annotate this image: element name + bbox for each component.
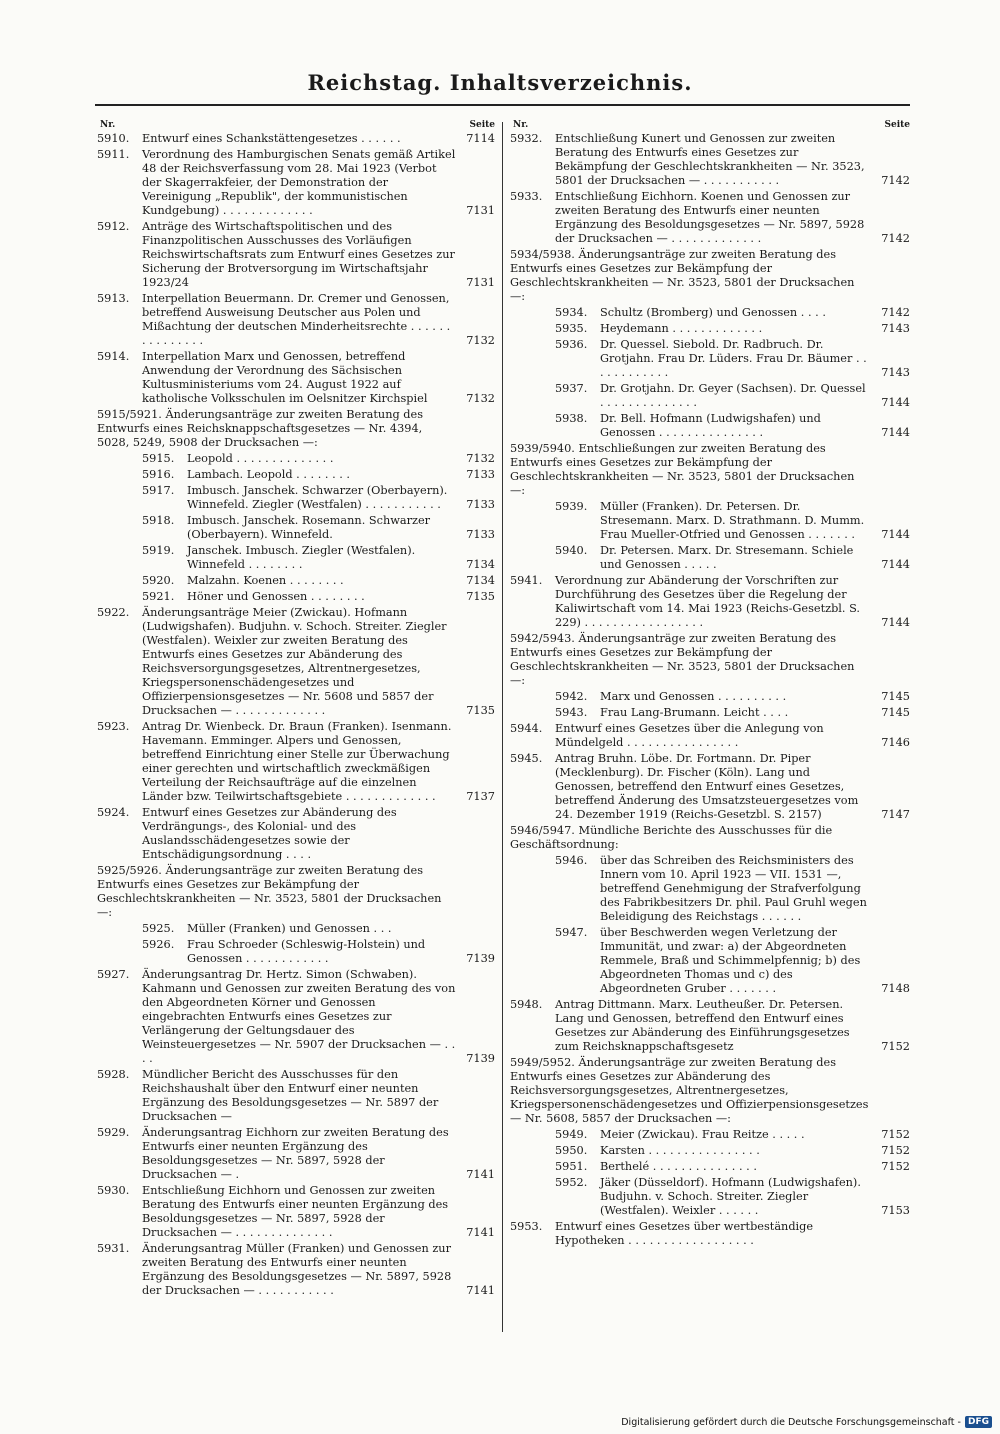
entry-number: 5940. <box>555 544 588 557</box>
toc-entry <box>97 514 495 542</box>
entry-number: 5944. <box>510 722 543 735</box>
seite-label: Seite <box>884 120 910 130</box>
entry-page: 7143 <box>881 366 910 379</box>
entry-text: Entschließung Eichhorn. Koenen und Genossen zur zweiten Beratung des Entwurfs einer neunten Ergänzung des Besoldungsgesetzes — Nr. 5897, 5928 der Drucksachen — . . . . . . . . . . . . . <box>555 190 865 245</box>
left-entry-list <box>97 132 495 1298</box>
entry-page: 7139 <box>466 1052 495 1065</box>
entry-text: Jäker (Düsseldorf). Hofmann (Ludwigshafen). Budjuhn. v. Schoch. Streiter. Ziegler (Westfalen). Weixler . . . . . . <box>600 1176 861 1217</box>
entry-text: Mündlicher Bericht des Ausschusses für den Reichshaushalt über den Entwurf einer neunten Ergänzung des Besoldungsgesetzes — Nr. 5897 der Drucksachen — <box>142 1068 439 1123</box>
entry-page: 7135 <box>466 590 495 603</box>
toc-entry <box>97 720 495 804</box>
left-column <box>97 118 495 1300</box>
entry-text: Höner und Genossen . . . . . . . . <box>187 590 365 603</box>
toc-entry <box>510 998 910 1054</box>
toc-entry <box>510 442 910 498</box>
entry-page: 7131 <box>466 204 495 217</box>
toc-entry <box>510 500 910 542</box>
entry-page: 7144 <box>881 558 910 571</box>
entry-text: Verordnung des Hamburgischen Senats gemäß Artikel 48 der Reichsverfassung vom 28. Mai 1923 (Verbot der Skagerrakfeier, der Demonstration der Vereinigung „Republik", der kommunistischen Kundgebung) . . . . . . . . . . . . . <box>142 148 456 217</box>
entry-text: Dr. Quessel. Siebold. Dr. Radbruch. Dr. Grotjahn. Frau Dr. Lüders. Frau Dr. Bäumer . . . . . . . . . . . . <box>600 338 867 379</box>
entry-number: 5928. <box>97 1068 130 1081</box>
entry-page: 7143 <box>881 322 910 335</box>
entry-number: 5948. <box>510 998 543 1011</box>
entry-text: Marx und Genossen . . . . . . . . . . <box>600 690 787 703</box>
entry-text: Entwurf eines Gesetzes über wertbeständige Hypotheken . . . . . . . . . . . . . . . . . . <box>555 1220 814 1247</box>
entry-number: 5951. <box>555 1160 588 1173</box>
entry-page: 7139 <box>466 952 495 965</box>
entry-number: 5929. <box>97 1126 130 1139</box>
entry-text: Leopold . . . . . . . . . . . . . . <box>187 452 334 465</box>
toc-entry <box>510 706 910 720</box>
entry-page: 7142 <box>881 232 910 245</box>
entry-number: 5945. <box>510 752 543 765</box>
entry-page: 7148 <box>881 982 910 995</box>
entry-page: 7152 <box>881 1040 910 1053</box>
toc-entry <box>510 306 910 320</box>
seite-label: Seite <box>469 120 495 130</box>
entry-number: 5915/5921. <box>97 408 162 421</box>
entry-page: 7142 <box>881 306 910 319</box>
entry-text: Änderungsantrag Eichhorn zur zweiten Beratung des Entwurfs einer neunten Ergänzung des Besoldungsgesetzes — Nr. 5897, 5928 der Drucksachen — . <box>142 1126 449 1181</box>
toc-entry <box>510 1056 910 1126</box>
entry-text: Änderungsanträge zur zweiten Beratung des Entwurfs eines Reichsknappschaftsgesetzes — Nr. 4394, 5028, 5249, 5908 der Drucksachen —: <box>97 408 424 449</box>
right-entry-list <box>510 132 910 1248</box>
entry-text: Meier (Zwickau). Frau Reitze . . . . . <box>600 1128 805 1141</box>
toc-entry <box>97 1242 495 1298</box>
entry-number: 5923. <box>97 720 130 733</box>
entry-number: 5916. <box>142 468 175 481</box>
entry-page: 7144 <box>881 426 910 439</box>
entry-text: Dr. Petersen. Marx. Dr. Stresemann. Schiele und Genossen . . . . . <box>600 544 854 571</box>
entry-text: Interpellation Marx und Genossen, betreffend Anwendung der Verordnung des Sächsischen Kultusministeriums vom 24. August 1922 auf katholische Volksschulen im Oelsnitzer Kirchspiel <box>142 350 428 405</box>
entry-page: 7142 <box>881 174 910 187</box>
entry-number: 5950. <box>555 1144 588 1157</box>
entry-text: Malzahn. Koenen . . . . . . . . <box>187 574 344 587</box>
toc-entry <box>510 854 910 924</box>
entry-page: 7152 <box>881 1128 910 1141</box>
entry-text: Änderungsanträge zur zweiten Beratung des Entwurfs eines Gesetzes zur Bekämpfung der Geschlechtskrankheiten — Nr. 3523, 5801 der Drucksachen —: <box>510 632 855 687</box>
toc-entry <box>510 1220 910 1248</box>
entry-number: 5943. <box>555 706 588 719</box>
footer-credit <box>621 1416 992 1428</box>
entry-text: Frau Lang-Brumann. Leicht . . . . <box>600 706 789 719</box>
entry-number: 5946. <box>555 854 588 867</box>
toc-entry <box>510 322 910 336</box>
entry-number: 5926. <box>142 938 175 951</box>
entry-page: 7132 <box>466 392 495 405</box>
toc-entry <box>97 468 495 482</box>
entry-number: 5949. <box>555 1128 588 1141</box>
entry-text: Berthelé . . . . . . . . . . . . . . . <box>600 1160 757 1173</box>
entry-page: 7144 <box>881 616 910 629</box>
toc-entry <box>510 1160 910 1174</box>
entry-page: 7144 <box>881 396 910 409</box>
toc-entry <box>97 806 495 862</box>
entry-number: 5949/5952. <box>510 1056 575 1069</box>
entry-number: 5918. <box>142 514 175 527</box>
toc-entry <box>510 338 910 380</box>
footer-text: Digitalisierung gefördert durch die Deutsche Forschungsgemeinschaft - <box>621 1416 961 1428</box>
entry-page: 7131 <box>466 276 495 289</box>
dfg-logo: DFG <box>965 1416 992 1428</box>
toc-entry <box>510 1176 910 1218</box>
toc-entry <box>97 968 495 1066</box>
column-header <box>510 118 910 132</box>
entry-text: Entwurf eines Gesetzes zur Abänderung des Verdrängungs-, des Kolonial- und des Auslandsschädengesetzes sowie der Entschädigungsordnung . . . . <box>142 806 397 861</box>
entry-number: 5942. <box>555 690 588 703</box>
toc-entry <box>97 132 495 146</box>
entry-number: 5947. <box>555 926 588 939</box>
toc-entry <box>510 690 910 704</box>
nr-label: Nr. <box>513 120 529 130</box>
toc-entry <box>510 752 910 822</box>
toc-entry <box>510 382 910 410</box>
entry-text: Entschließung Eichhorn und Genossen zur zweiten Beratung des Entwurfs einer neunten Ergänzung des Besoldungsgesetzes — Nr. 5897, 5928 der Drucksachen — . . . . . . . . . . . . . . <box>142 1184 449 1239</box>
toc-entry <box>510 632 910 688</box>
entry-page: 7144 <box>881 528 910 541</box>
entry-number: 5953. <box>510 1220 543 1233</box>
entry-page: 7141 <box>466 1226 495 1239</box>
entry-text: Antrag Dittmann. Marx. Leutheußer. Dr. Petersen. Lang und Genossen, betreffend den Entwurf eines Gesetzes zur Abänderung des Einführungsgesetzes zum Reichsknappschaftsgesetz <box>555 998 850 1053</box>
entry-text: Verordnung zur Abänderung der Vorschriften zur Durchführung des Gesetzes über die Regelung der Kaliwirtschaft vom 14. Mai 1923 (Reichs-Gesetzbl. S. 229) . . . . . . . . . . . . . . . . . <box>555 574 861 629</box>
toc-entry <box>510 722 910 750</box>
toc-entry <box>97 1126 495 1182</box>
entry-number: 5933. <box>510 190 543 203</box>
entry-number: 5934/5938. <box>510 248 575 261</box>
entry-text: Änderungsantrag Müller (Franken) und Genossen zur zweiten Beratung des Entwurfs einer neunten Ergänzung des Besoldungsgesetzes — Nr. 5897, 5928 der Drucksachen — . . . . . . . . . . . <box>142 1242 452 1297</box>
toc-entry <box>97 1068 495 1124</box>
entry-number: 5920. <box>142 574 175 587</box>
entry-page: 7114 <box>466 132 495 145</box>
entry-page: 7153 <box>881 1204 910 1217</box>
entry-text: Müller (Franken) und Genossen . . . <box>187 922 392 935</box>
entry-number: 5936. <box>555 338 588 351</box>
entry-page: 7145 <box>881 706 910 719</box>
entry-page: 7132 <box>466 452 495 465</box>
entry-number: 5910. <box>97 132 130 145</box>
entry-number: 5952. <box>555 1176 588 1189</box>
entry-page: 7133 <box>466 498 495 511</box>
entry-text: Änderungsanträge Meier (Zwickau). Hofmann (Ludwigshafen). Budjuhn. v. Schoch. Streiter. Ziegler (Westfalen). Weixler zur zweiten Beratung des Entwurfs eines Gesetzes zur Abänderung des Reichsversorgungsgesetzes, Altrentnergesetzes, Kriegspersonenschädengesetzes und Offizierpensionsgesetzes — Nr. 5608 und 5857 der Drucksachen — . . . . . . . . . . . . . <box>142 606 447 717</box>
toc-entry <box>510 926 910 996</box>
entry-text: Antrag Bruhn. Löbe. Dr. Fortmann. Dr. Piper (Mecklenburg). Dr. Fischer (Köln). Lang und Genossen, betreffend den Entwurf eines Gesetzes, betreffend Änderung des Umsatzsteuergesetzes vom 24. Dezember 1919 (Reichs-Gesetzbl. S. 2157) <box>555 752 859 821</box>
toc-entry <box>510 412 910 440</box>
nr-label: Nr. <box>100 120 116 130</box>
entry-text: Dr. Bell. Hofmann (Ludwigshafen) und Genossen . . . . . . . . . . . . . . . <box>600 412 821 439</box>
entry-number: 5924. <box>97 806 130 819</box>
entry-number: 5927. <box>97 968 130 981</box>
toc-entry <box>510 1144 910 1158</box>
entry-page: 7141 <box>466 1168 495 1181</box>
entry-page: 7137 <box>466 790 495 803</box>
entry-number: 5938. <box>555 412 588 425</box>
toc-entry <box>97 220 495 290</box>
toc-entry <box>97 544 495 572</box>
entry-number: 5925/5926. <box>97 864 162 877</box>
entry-text: Änderungsantrag Dr. Hertz. Simon (Schwaben). Kahmann und Genossen zur zweiten Beratung des von den Abgeordneten Körner und Genossen eingebrachten Entwurfs eines Gesetzes zur Verlängerung der Geltungsdauer des Weinsteuergesetzes — Nr. 5907 der Drucksachen — . . . . <box>142 968 456 1065</box>
toc-entry <box>510 824 910 852</box>
title-rule <box>95 104 910 106</box>
entry-number: 5914. <box>97 350 130 363</box>
entry-number: 5921. <box>142 590 175 603</box>
toc-entry <box>510 1128 910 1142</box>
entry-number: 5925. <box>142 922 175 935</box>
entry-text: Änderungsanträge zur zweiten Beratung des Entwurfs eines Gesetzes zur Abänderung des Reichsversorgungsgesetzes, Altrentnergesetzes, Kriegspersonenschädengesetzes und Offizierpensionsgesetzes — Nr. 5608, 5857 der Drucksachen —: <box>510 1056 869 1125</box>
entry-page: 7133 <box>466 528 495 541</box>
toc-entry <box>510 574 910 630</box>
entry-page: 7147 <box>881 808 910 821</box>
entry-number: 5937. <box>555 382 588 395</box>
entry-number: 5935. <box>555 322 588 335</box>
entry-text: Mündliche Berichte des Ausschusses für die Geschäftsordnung: <box>510 824 833 851</box>
toc-entry <box>510 248 910 304</box>
entry-page: 7134 <box>466 558 495 571</box>
toc-entry <box>97 590 495 604</box>
entry-text: Entwurf eines Gesetzes über die Anlegung von Mündelgeld . . . . . . . . . . . . . . . . <box>555 722 824 749</box>
entry-number: 5919. <box>142 544 175 557</box>
column-header <box>97 118 495 132</box>
entry-number: 5911. <box>97 148 130 161</box>
entry-text: Interpellation Beuermann. Dr. Cremer und Genossen, betreffend Ausweisung Deutscher aus Polen und Mißachtung der deutschen Minderheitsrechte . . . . . . . . . . . . . . . <box>142 292 451 347</box>
column-divider <box>502 122 503 1332</box>
entry-number: 5934. <box>555 306 588 319</box>
entry-text: Dr. Grotjahn. Dr. Geyer (Sachsen). Dr. Quessel . . . . . . . . . . . . . . <box>600 382 866 409</box>
entry-page: 7145 <box>881 690 910 703</box>
toc-entry <box>97 864 495 920</box>
toc-entry <box>97 292 495 348</box>
entry-number: 5930. <box>97 1184 130 1197</box>
toc-entry <box>97 574 495 588</box>
entry-number: 5941. <box>510 574 543 587</box>
page-title: Reichstag. Inhaltsverzeichnis. <box>307 70 693 95</box>
entry-number: 5939. <box>555 500 588 513</box>
entry-number: 5932. <box>510 132 543 145</box>
toc-entry <box>97 408 495 450</box>
entry-text: Karsten . . . . . . . . . . . . . . . . <box>600 1144 760 1157</box>
entry-text: über Beschwerden wegen Verletzung der Immunität, und zwar: a) der Abgeordneten Remmele, Braß und Schimmelpfennig; b) des Abgeordneten Thomas und c) des Abgeordneten Gruber . . . . . . . <box>600 926 861 995</box>
toc-entry <box>97 1184 495 1240</box>
entry-text: Müller (Franken). Dr. Petersen. Dr. Stresemann. Marx. D. Strathmann. D. Mumm. Frau Mueller-Otfried und Genossen . . . . . . . <box>600 500 865 541</box>
entry-text: über das Schreiben des Reichsministers des Innern vom 10. April 1923 — VII. 1531 —, betreffend Genehmigung der Strafverfolgung des Fabrikbesitzers Dr. phil. Paul Gruhl wegen Beleidigung des Reichstags . . . . . . <box>600 854 867 923</box>
entry-text: Entschließungen zur zweiten Beratung des Entwurfs eines Gesetzes zur Bekämpfung der Geschlechtskrankheiten — Nr. 3523, 5801 der Drucksachen —: <box>510 442 855 497</box>
entry-text: Heydemann . . . . . . . . . . . . . <box>600 322 763 335</box>
entry-page: 7152 <box>881 1160 910 1173</box>
toc-entry <box>97 922 495 936</box>
right-column <box>510 118 910 1250</box>
entry-text: Änderungsanträge zur zweiten Beratung des Entwurfs eines Gesetzes zur Bekämpfung der Geschlechtskrankheiten — Nr. 3523, 5801 der Drucksachen —: <box>97 864 442 919</box>
entry-page: 7146 <box>881 736 910 749</box>
toc-entry <box>97 938 495 966</box>
entry-text: Schultz (Bromberg) und Genossen . . . . <box>600 306 826 319</box>
entry-page: 7134 <box>466 574 495 587</box>
entry-page: 7152 <box>881 1144 910 1157</box>
entry-text: Janschek. Imbusch. Ziegler (Westfalen). Winnefeld . . . . . . . . <box>187 544 416 571</box>
entry-text: Entwurf eines Schankstättengesetzes . . . . . . <box>142 132 401 145</box>
entry-text: Lambach. Leopold . . . . . . . . <box>187 468 351 481</box>
toc-entry <box>97 452 495 466</box>
entry-number: 5922. <box>97 606 130 619</box>
entry-text: Änderungsanträge zur zweiten Beratung des Entwurfs eines Gesetzes zur Bekämpfung der Geschlechtskrankheiten — Nr. 3523, 5801 der Drucksachen —: <box>510 248 855 303</box>
entry-number: 5913. <box>97 292 130 305</box>
entry-text: Imbusch. Janschek. Schwarzer (Oberbayern). Winnefeld. Ziegler (Westfalen) . . . . . . . . . . . <box>187 484 448 511</box>
toc-entry <box>510 544 910 572</box>
entry-number: 5917. <box>142 484 175 497</box>
entry-text: Frau Schroeder (Schleswig-Holstein) und Genossen . . . . . . . . . . . . <box>187 938 426 965</box>
entry-number: 5939/5940. <box>510 442 575 455</box>
entry-number: 5942/5943. <box>510 632 575 645</box>
entry-text: Antrag Dr. Wienbeck. Dr. Braun (Franken). Isenmann. Havemann. Emminger. Alpers und Genossen, betreffend Einrichtung einer Stelle zur Überwachung einer gerechten und wirtschaftlich zweckmäßigen Verteilung der Reichsaufträge auf die einzelnen Länder bzw. Teilwirtschaftsgebiete . . . . . . . . . . . . . <box>142 720 452 803</box>
entry-text: Entschließung Kunert und Genossen zur zweiten Beratung des Entwurfs eines Gesetzes zur Bekämpfung der Geschlechtskrankheiten — Nr. 3523, 5801 der Drucksachen — . . . . . . . . . . . <box>555 132 865 187</box>
toc-entry <box>97 606 495 718</box>
toc-entry <box>97 148 495 218</box>
toc-entry <box>97 484 495 512</box>
entry-text: Anträge des Wirtschaftspolitischen und des Finanzpolitischen Ausschusses des Vorläufigen Reichswirtschaftsrats zum Entwurf eines Gesetzes zur Sicherung der Brotversorgung im Wirtschaftsjahr 1923/24 <box>142 220 455 289</box>
entry-text: Imbusch. Janschek. Rosemann. Schwarzer (Oberbayern). Winnefeld. <box>187 514 431 541</box>
entry-page: 7141 <box>466 1284 495 1297</box>
toc-entry <box>97 350 495 406</box>
entry-number: 5912. <box>97 220 130 233</box>
toc-entry <box>510 132 910 188</box>
entry-number: 5946/5947. <box>510 824 575 837</box>
entry-page: 7132 <box>466 334 495 347</box>
entry-number: 5915. <box>142 452 175 465</box>
entry-page: 7133 <box>466 468 495 481</box>
toc-entry <box>510 190 910 246</box>
entry-number: 5931. <box>97 1242 130 1255</box>
entry-page: 7135 <box>466 704 495 717</box>
